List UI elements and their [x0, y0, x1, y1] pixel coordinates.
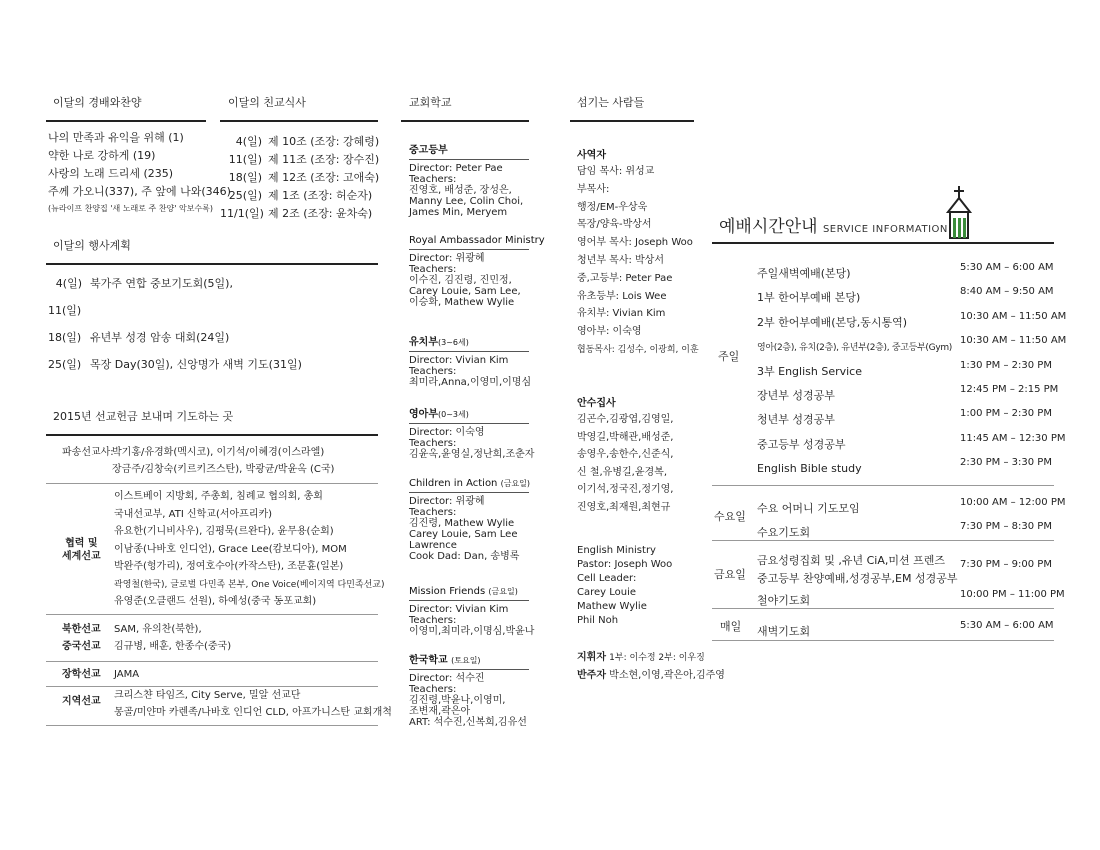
- service-row: English Bible study 2:30 PM – 3:30 PM: [757, 457, 1052, 476]
- service-divider: [712, 608, 1054, 609]
- missions-nk-label: 북한선교: [62, 624, 101, 635]
- fellowship-title: 이달의 친교식사: [228, 96, 306, 109]
- service-daily-list: [757, 620, 1057, 640]
- servers-rule: [570, 120, 694, 122]
- servers-title: 섬기는 사람들: [577, 96, 645, 109]
- service-sunday-list: [757, 262, 1067, 482]
- service-row: 수요기도회 7:30 PM – 8:30 PM: [757, 521, 1052, 539]
- missions-sent-line: 박기홍/유경화(멕시코), 이기석/이혜경(이스라엘): [112, 447, 325, 458]
- service-row: 2부 한어부예배(본당,동시통역) 10:30 AM – 11:50 AM: [757, 310, 1067, 329]
- missions-nk-text: SAM, 유의찬(북한),: [114, 624, 202, 635]
- school-group-name: Royal Ambassador Ministry: [409, 235, 545, 246]
- service-divider: [712, 485, 1054, 486]
- missions-partner-label: 협력 및 세계선교: [62, 538, 101, 562]
- service-row: 청년부 성경공부 1:00 PM – 2:30 PM: [757, 408, 1052, 427]
- event-row: 18(일) 유년부 성경 암송 대회(24일): [48, 331, 230, 344]
- fellowship-list: [220, 133, 380, 223]
- service-row: 영아(2층), 유치(2층), 유년부(2층), 중고등부(Gym) 10:30 AM – 11:50 AM: [757, 335, 1067, 354]
- service-row: 1부 한어부예배 본당) 8:40 AM – 9:50 AM: [757, 286, 1054, 305]
- fellowship-rule: [220, 120, 378, 122]
- school-group-name: 유치부: [409, 337, 438, 348]
- conductor-row: 지휘자 1부: 이수정 2부: 이우징: [577, 652, 705, 663]
- deacon-list: 김곤수,김광엽,김영일, 박영길,박해관,배성준, 송영우,송한수,신준식, 신 철,유병길,윤경복, 이기석,정국진,정기영, 진영호,최재원,최현규: [577, 414, 674, 513]
- hymn-item: 주께 가오니(337), 주 앞에 나와(346): [48, 185, 231, 198]
- school-rule: [401, 120, 529, 122]
- school-group: Children in Action (금요일) Director: 위광혜 Teachers: 김진령, Mathew Wylie Carey Louie, Sam Lee Lawrence Cook Dad: Dan, 송병록: [409, 478, 531, 562]
- staff-head: 사역자: [577, 150, 606, 161]
- deacon-head: 안수집사: [577, 398, 616, 409]
- fellowship-row: 11(일) 제 11조 (조장: 장수진): [228, 153, 380, 166]
- hymns-list: [48, 129, 231, 214]
- service-row: 새벽기도회 5:30 AM – 6:00 AM: [757, 620, 1054, 638]
- events-rule: [46, 263, 378, 265]
- service-title: 예배시간안내: [719, 217, 818, 237]
- service-row: 장년부 성경공부 12:45 PM – 2:15 PM: [757, 383, 1059, 402]
- school-group-name: Children in Action: [409, 478, 498, 489]
- missions-divider: [46, 614, 378, 615]
- church-icon: [944, 184, 974, 242]
- missions-divider: [46, 725, 378, 726]
- event-row: 25(일) 목장 Day(30일), 신앙명가 새벽 기도(31일): [48, 358, 302, 371]
- service-sunday-label: 주일: [718, 350, 740, 363]
- service-title-row: [719, 217, 948, 240]
- service-fri-label: 금요일: [714, 568, 746, 581]
- service-fri-list: [757, 549, 1065, 609]
- missions-divider: [46, 661, 378, 662]
- missions-title: 2015년 선교헌금 보내며 기도하는 곳: [53, 410, 234, 423]
- missions-cn-label: 중국선교: [62, 641, 101, 652]
- service-title-en: SERVICE INFORMATION: [822, 224, 948, 235]
- service-wed-list: [757, 497, 1066, 545]
- school-title: 교회학교: [409, 96, 452, 109]
- hymn-item: 사랑의 노래 드리세 (235): [48, 167, 174, 180]
- missions-sent-label: 파송선교사:: [62, 447, 114, 458]
- hymns-title: 이달의 경배와찬양: [53, 96, 142, 109]
- fellowship-row: 11/1(일) 제 2조 (조장: 윤차숙): [220, 207, 373, 220]
- school-group-name: 영아부: [409, 409, 438, 420]
- event-row: 11(일): [48, 304, 82, 317]
- hymn-item: 약한 나로 강하게 (19): [48, 149, 156, 162]
- missions-divider: [46, 686, 378, 687]
- missions-divider: [46, 483, 378, 484]
- school-group: 한국학교 (토요일) Director: 석수진 Teachers: 김진령,박윤나,이영미, 조변재,곽은아 ART: 석수진,신복희,김유선: [409, 651, 529, 728]
- fellowship-row: 25(일) 제 1조 (조장: 허순자): [228, 189, 373, 202]
- service-row: 주일새벽예배(본당) 5:30 AM – 6:00 AM: [757, 262, 1054, 280]
- missions-cn-text: 김규병, 배훈, 한종수(중국): [114, 641, 232, 652]
- service-daily-label: 매일: [720, 620, 742, 633]
- service-row: 금요성령집회 및 ,유년 CiA,미션 프렌즈: [757, 554, 946, 567]
- staff-list: 담임 목사: 위성교 부목사: 행정/EM-우상욱 목장/양육-박상서 영어부 목사: Joseph Woo 청년부 목사: 박상서 중,고등부: Peter Pae 유초등부: Lois Wee 유치부: Vivian Kim 영아부: 이숙영 협동목사: 김성수, 이광희, 이훈: [577, 166, 699, 355]
- service-row: 중고등부 찬양예배,성경공부,EM 성경공부 7:30 PM – 9:00 PM: [757, 559, 1052, 585]
- service-row: 철야기도회 10:00 PM – 11:00 PM: [757, 589, 1065, 607]
- school-group: Royal Ambassador Ministry Director: 위광혜 Teachers: 이수진, 김진령, 진민정, Carey Louie, Sam Lee, 이승화, Mathew Wylie: [409, 235, 545, 308]
- hymn-item: 나의 만족과 유익을 위해 (1): [48, 131, 184, 144]
- service-row: 수요 어머니 기도모임 10:00 AM – 12:00 PM: [757, 497, 1066, 515]
- fellowship-row: 18(일) 제 12조 (조장: 고애숙): [228, 171, 380, 184]
- missions-sent-line: 장금주/김창숙(키르키즈스탄), 박광균/박윤옥 (C국): [112, 464, 335, 475]
- events-list: [48, 275, 302, 383]
- service-row: 3부 English Service 1:30 PM – 2:30 PM: [757, 359, 1052, 378]
- school-group: Mission Friends (금요일) Director: Vivian Kim Teachers: 이영미,최미라,이명심,박윤나: [409, 586, 535, 637]
- service-divider: [712, 640, 1054, 641]
- events-title: 이달의 행사계획: [53, 239, 131, 252]
- em-list: English Ministry Pastor: Joseph Woo Cell Leader: Carey Louie Mathew Wylie Phil Noh: [577, 545, 673, 626]
- missions-local-label: 지역선교: [62, 696, 101, 707]
- service-rule: [712, 242, 1054, 244]
- fellowship-row: 4(일) 제 10조 (조장: 강혜령): [235, 135, 380, 148]
- school-group-name: 한국학교: [409, 655, 448, 666]
- hymns-rule: [46, 120, 206, 122]
- missions-local-line: 몽골/미얀마 카렌족/나바호 인디언 CLD, 아프가니스탄 교회개척: [114, 707, 392, 718]
- accompanist-row: 반주자 박소현,이영,곽은아,김주영: [577, 670, 725, 681]
- hymns-note: (뉴라이프 찬양집 '새 노래로 주 찬양' 악보수록): [48, 204, 214, 213]
- service-divider: [712, 540, 1054, 541]
- missions-partner-list: 이스트베이 지방회, 주총회, 침례교 협의회, 총회 국내선교부, ATI 신학교(서아프리카) 유요한(기니비사우), 김평묵(르완다), 윤무용(순회) 이남종(나바호 인디언), Grace Lee(캄보디아), MOM 박완주(헝가리), 정여호수아(카작스탄), 조문휸(일본) 곽영철(한국), 글로벌 다민족 본부, One Voice(베이지역 다민족선교) 유영준(오클랜드 선원), 하예성(중국 동포교회): [114, 491, 385, 607]
- service-row: 중고등부 성경공부 11:45 AM – 12:30 PM: [757, 432, 1066, 451]
- school-group: 영아부(0~3세) Director: 이숙영 Teachers: 김윤옥,윤영실,정난희,조춘자: [409, 409, 535, 460]
- missions-local-line: 크리스챤 타임즈, City Serve, 밀알 선교단: [114, 690, 301, 701]
- event-row: 4(일) 북가주 연합 중보기도회(5일),: [55, 277, 233, 290]
- school-group-name: Mission Friends: [409, 586, 486, 597]
- missions-scholar-label: 장학선교: [62, 669, 101, 680]
- missions-rule: [46, 434, 378, 436]
- school-group-name: 중고등부: [409, 145, 448, 156]
- missions-scholar-text: JAMA: [114, 669, 140, 680]
- school-group: 유치부(3~6세) Director: Vivian Kim Teachers: 최미라,Anna,이영미,이명심: [409, 337, 532, 388]
- service-wed-label: 수요일: [714, 510, 746, 523]
- school-group: 중고등부 Director: Peter Pae Teachers: 진영호, 배성준, 장성은, Manny Lee, Colin Choi, James Min, Meryem: [409, 141, 529, 218]
